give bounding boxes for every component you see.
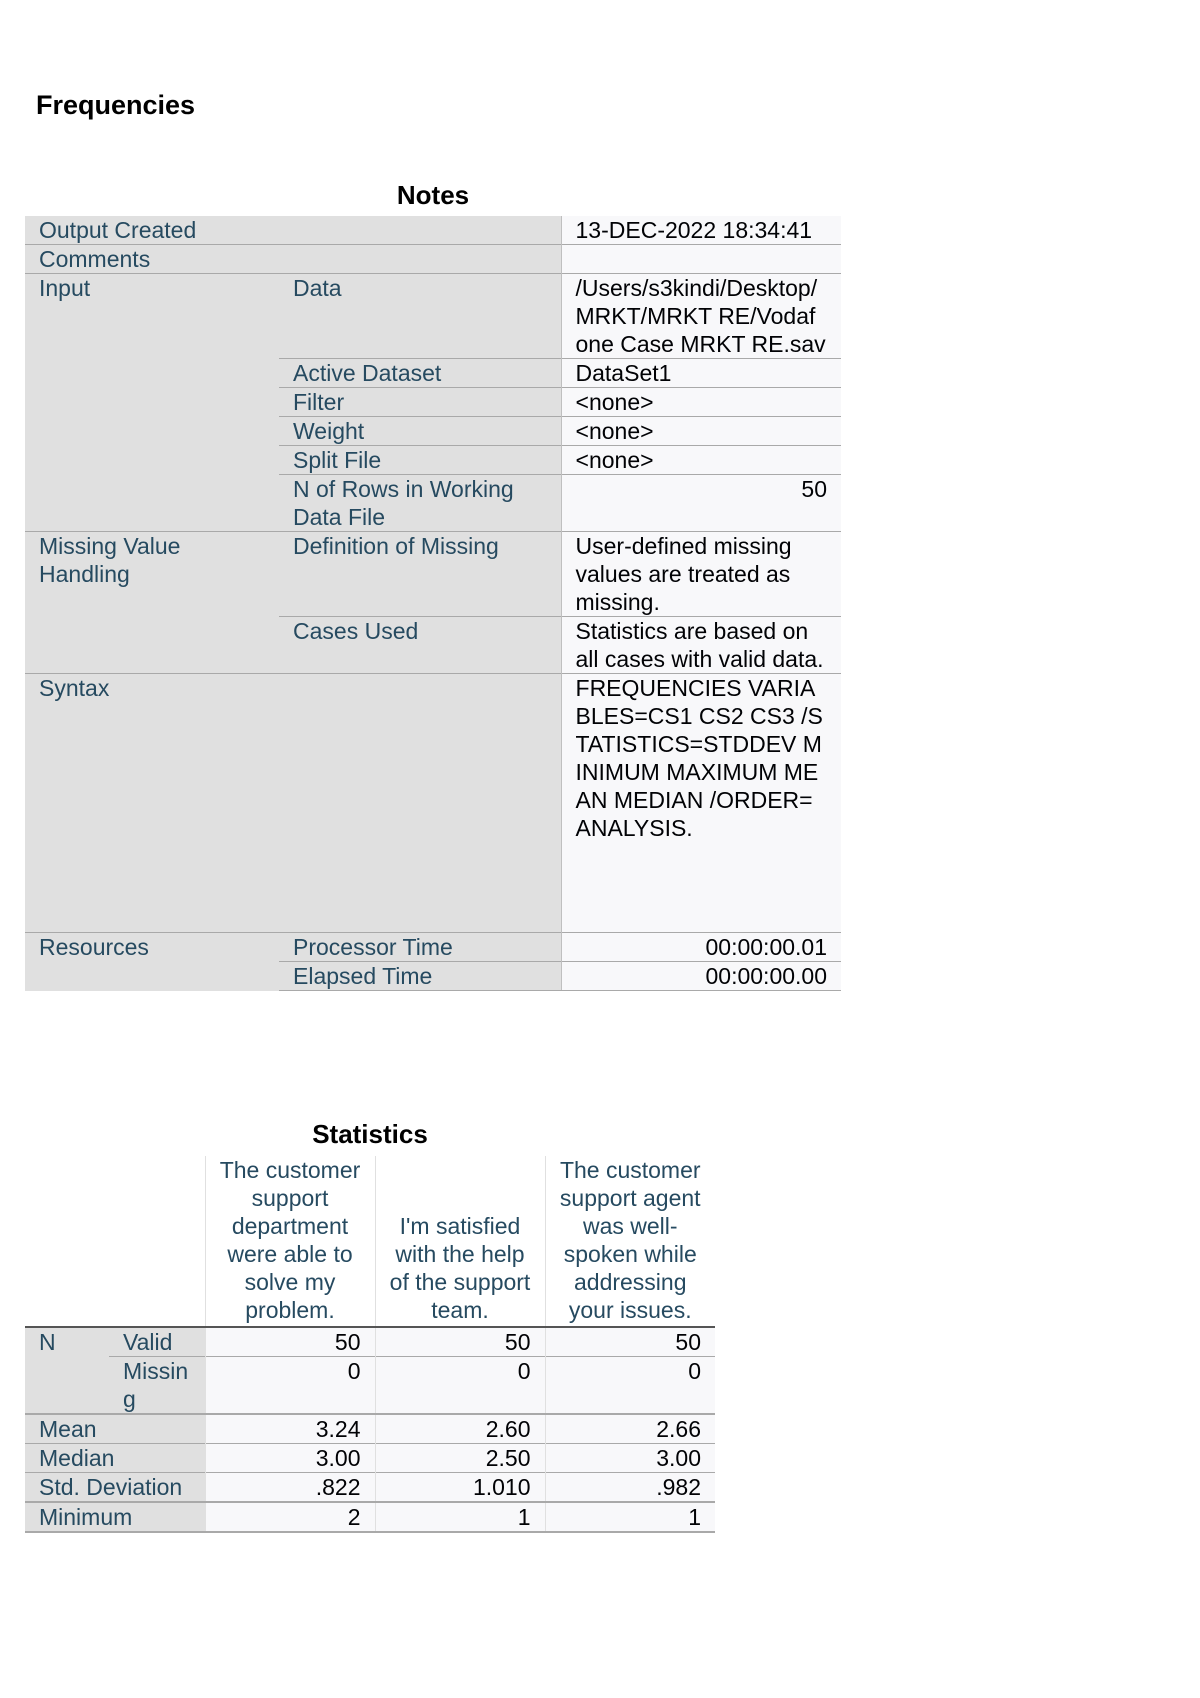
table-row [25,1357,715,1415]
median-value: 3.00 [545,1444,715,1473]
valid-label: Valid [109,1327,205,1357]
valid-value: 50 [375,1327,545,1357]
split-file-label: Split File [279,446,561,475]
missing-value: 0 [375,1357,545,1415]
median-value: 2.50 [375,1444,545,1473]
notes-title: Notes [396,180,470,210]
active-dataset-value: DataSet1 [561,359,841,388]
minimum-value: 2 [205,1502,375,1532]
column-header: The customer support department were able to solve my problem. [205,1156,375,1327]
filter-value: <none> [561,388,841,417]
median-label: Median [25,1444,205,1473]
column-header: I'm satisfied with the help of the support team. [375,1156,545,1327]
minimum-value: 1 [545,1502,715,1532]
column-header: The customer support agent was well-spoken while addressing your issues. [545,1156,715,1327]
statistics-table [25,1156,715,1533]
page-title: Frequencies [36,90,196,120]
input-label: Input [25,274,279,532]
std-deviation-label: Std. Deviation [25,1473,205,1503]
weight-label: Weight [279,417,561,446]
table-row [25,532,841,617]
filter-label: Filter [279,388,561,417]
mean-value: 3.24 [205,1414,375,1444]
active-dataset-label: Active Dataset [279,359,561,388]
table-header-row [25,1156,715,1327]
median-value: 3.00 [205,1444,375,1473]
elapsed-time-value: 00:00:00.00 [561,962,841,991]
table-row [25,1327,715,1357]
missing-value-handling-label: Missing Value Handling [25,532,279,674]
minimum-label: Minimum [25,1502,205,1532]
missing-label: Missing [109,1357,205,1415]
n-rows-label: N of Rows in Working Data File [279,475,561,532]
std-deviation-value: .822 [205,1473,375,1503]
syntax-label: Syntax [25,674,561,933]
definition-of-missing-label: Definition of Missing [279,532,561,617]
statistics-title: Statistics [312,1119,428,1149]
table-row [25,933,841,962]
table-row [25,1502,715,1532]
table-row [25,245,841,274]
mean-value: 2.66 [545,1414,715,1444]
comments-label: Comments [25,245,561,274]
processor-time-label: Processor Time [279,933,561,962]
valid-value: 50 [205,1327,375,1357]
table-row [25,1444,715,1473]
data-label: Data [279,274,561,359]
notes-table [25,216,841,991]
processor-time-value: 00:00:00.01 [561,933,841,962]
output-created-value: 13-DEC-2022 18:34:41 [561,216,841,245]
table-row [25,674,841,933]
cases-used-value: Statistics are based on all cases with valid data. [561,617,841,674]
table-row [25,216,841,245]
valid-value: 50 [545,1327,715,1357]
minimum-value: 1 [375,1502,545,1532]
data-value: /Users/s3kindi/Desktop/MRKT/MRKT RE/Vodafone Case MRKT RE.sav [561,274,841,359]
mean-value: 2.60 [375,1414,545,1444]
n-rows-value: 50 [561,475,841,532]
n-label: N [25,1327,109,1414]
table-row [25,274,841,359]
missing-value: 0 [205,1357,375,1415]
weight-value: <none> [561,417,841,446]
std-deviation-value: .982 [545,1473,715,1503]
output-created-label: Output Created [25,216,561,245]
corner-cell [25,1156,205,1327]
cases-used-label: Cases Used [279,617,561,674]
syntax-value: FREQUENCIES VARIABLES=CS1 CS2 CS3 /STATISTICS=STDDEV MINIMUM MAXIMUM MEAN MEDIAN /ORDER=ANALYSIS. [561,674,841,933]
definition-of-missing-value: User-defined missing values are treated as missing. [561,532,841,617]
std-deviation-value: 1.010 [375,1473,545,1503]
comments-value [561,245,841,274]
elapsed-time-label: Elapsed Time [279,962,561,991]
table-row [25,1473,715,1503]
split-file-value: <none> [561,446,841,475]
resources-label: Resources [25,933,279,991]
mean-label: Mean [25,1414,205,1444]
missing-value: 0 [545,1357,715,1415]
table-row [25,1414,715,1444]
